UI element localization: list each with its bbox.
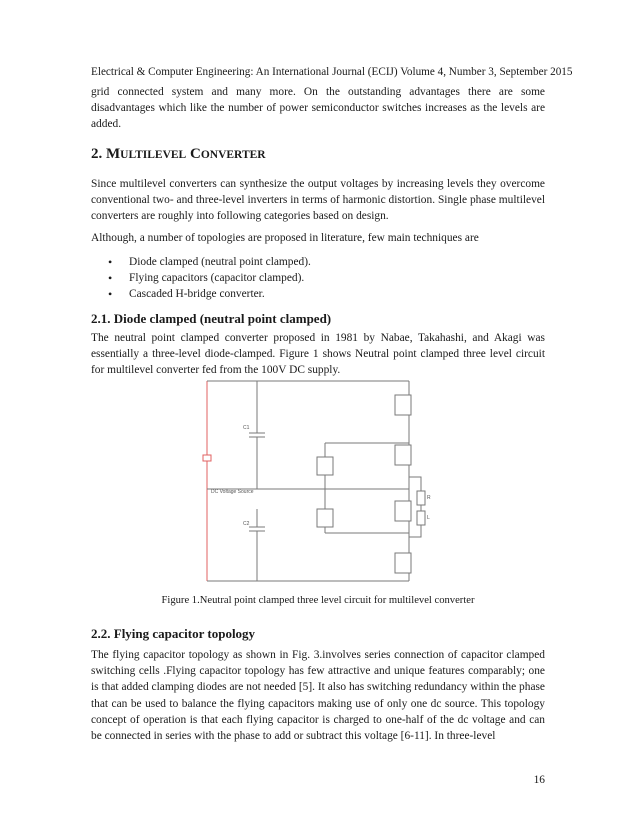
clamp-diode-1 xyxy=(317,457,333,475)
section-2-title: MULTILEVEL CONVERTER xyxy=(106,146,266,162)
section-2-paragraph-2: Although, a number of topologies are proposed in literature, few main techniques are xyxy=(91,232,479,244)
section-2-1-heading: 2.1. Diode clamped (neutral point clamped) xyxy=(91,311,332,326)
capacitor-label: C2 xyxy=(243,521,250,527)
list-item: • Cascaded H-bridge converter. xyxy=(91,286,311,302)
load-label: L xyxy=(427,515,430,521)
section-2-2-paragraph: The flying capacitor topology as shown in Fig. 3.involves series connection of capacitor clamped switching cells .Flying capacitor topology has few attractive and unique features comparably; one is that added clamping diodes are not needed [5]. It also has switching redundancy within the phase that can be used to balance the flying capacitors making use of only one dc source. This topology concept of operation is that each flying capacitor is charged to one-half of the dc voltage and can be connected in series with the phase to add or subtract this voltage [6-11]. In three-level xyxy=(91,649,545,743)
capacitor-label: C1 xyxy=(243,425,250,431)
running-header: Electrical & Computer Engineering: An International Journal (ECIJ) Volume 4, Number 3, September 2015 xyxy=(91,66,573,78)
figure-1-circuit-diagram xyxy=(199,377,435,585)
switch-s1 xyxy=(395,395,411,415)
intro-paragraph: grid connected system and many more. On the outstanding advantages there are some disadvantages which like the number of power semiconductor switches increases as the levels are added. xyxy=(91,86,545,131)
section-2-1-paragraph: The neutral point clamped converter proposed in 1981 by Nabae, Takahashi, and Akagi was essentially a three-level diode-clamped. Figure 1 shows Neutral point clamped three level circuit for multilevel converter fed from the 100V DC supply. xyxy=(91,332,545,377)
list-item: • Flying capacitors (capacitor clamped). xyxy=(91,270,311,286)
load-inductor xyxy=(417,511,425,525)
switch-s3 xyxy=(395,501,411,521)
source-label: DC Voltage Source xyxy=(211,489,254,495)
topology-list xyxy=(91,254,311,303)
figure-1-caption: Figure 1.Neutral point clamped three level circuit for multilevel converter xyxy=(161,595,475,606)
section-2-2-heading: 2.2. Flying capacitor topology xyxy=(91,626,256,641)
switch-s4 xyxy=(395,553,411,573)
section-2-number: 2. xyxy=(91,146,103,162)
section-2-paragraph-1: Since multilevel converters can synthesize the output voltages by increasing levels they overcome conventional two- and three-level inverters in terms of harmonic distortion. Single phase multilevel converters are roughly into following categories based on design. xyxy=(91,178,545,223)
switch-s2 xyxy=(395,445,411,465)
load-label: R xyxy=(427,495,431,501)
clamp-diode-2 xyxy=(317,509,333,527)
page-number: 16 xyxy=(533,774,545,786)
list-item: • Diode clamped (neutral point clamped). xyxy=(91,254,311,270)
section-2-heading xyxy=(91,146,266,163)
source-marker xyxy=(203,455,211,461)
load-resistor xyxy=(417,491,425,505)
